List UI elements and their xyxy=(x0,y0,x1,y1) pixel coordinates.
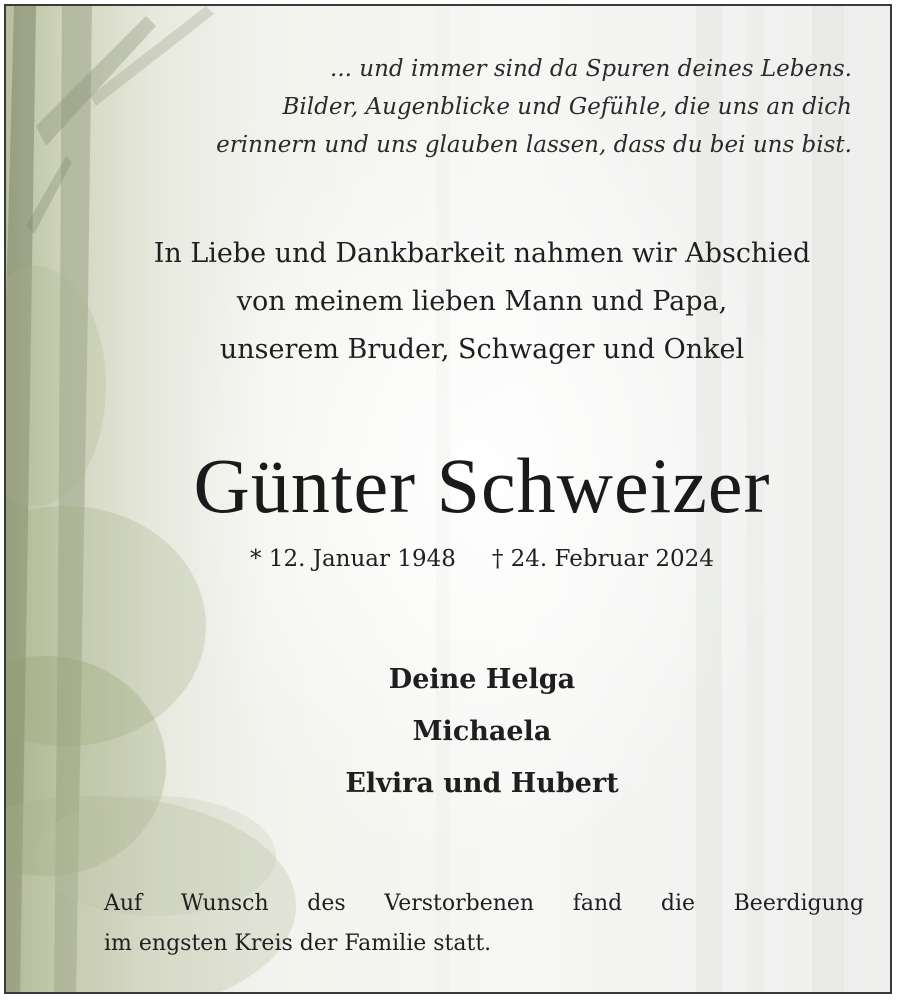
quote-line: ... und immer sind da Spuren deines Lebens. xyxy=(330,56,852,82)
obituary-card xyxy=(4,4,892,994)
intro-line: In Liebe und Dankbarkeit nahmen wir Abschied xyxy=(153,238,811,269)
farewell-intro xyxy=(102,230,862,374)
birth-date: * 12. Januar 1948 xyxy=(250,546,456,572)
life-dates xyxy=(102,542,862,576)
mourner-name: Elvira und Hubert xyxy=(345,768,619,799)
intro-line: unserem Bruder, Schwager und Onkel xyxy=(219,334,745,365)
mourner-name: Michaela xyxy=(412,716,552,747)
mourners-list xyxy=(102,654,862,810)
death-date: † 24. Februar 2024 xyxy=(491,546,714,572)
quote-line: erinnern und uns glauben lassen, dass du bei uns bist. xyxy=(216,132,852,158)
deceased-name: Günter Schweizer xyxy=(193,442,771,529)
notice-line: Auf Wunsch des Verstorbenen fand die Beerdigung xyxy=(104,891,864,916)
intro-line: von meinem lieben Mann und Papa, xyxy=(236,286,728,317)
funeral-notice xyxy=(104,884,864,964)
notice-line: im engsten Kreis der Familie statt. xyxy=(104,931,492,956)
quote-line: Bilder, Augenblicke und Gefühle, die uns an dich xyxy=(282,94,852,120)
mourner-name: Deine Helga xyxy=(388,664,576,695)
memorial-quote xyxy=(216,50,852,164)
